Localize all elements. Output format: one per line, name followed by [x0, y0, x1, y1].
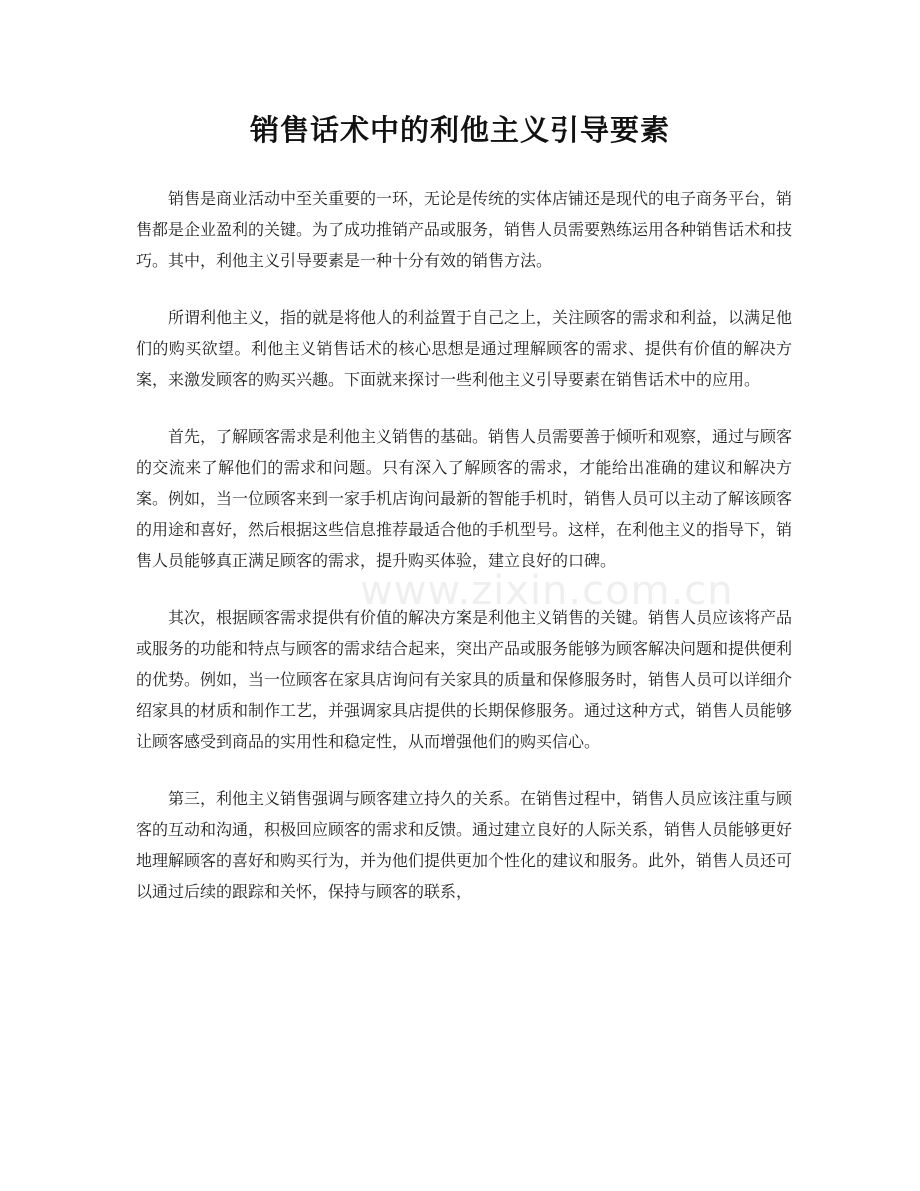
paragraph-first-point: 首先，了解顾客需求是利他主义销售的基础。销售人员需要善于倾听和观察，通过与顾客的交流来了解他们的需求和问题。只有深入了解顾客的需求，才能给出准确的建议和解决方案。例如，当一位顾客来到一家手机店询问最新的智能手机时，销售人员可以主动了解该顾客的用途和喜好，然后根据这些信息推荐最适合他的手机型号。这样，在利他主义的指导下，销售人员能够真正满足顾客的需求，提升购买体验，建立良好的口碑。: [136, 427, 793, 570]
paragraph-definition: 所谓利他主义，指的就是将他人的利益置于自己之上，关注顾客的需求和利益，以满足他们的购买欲望。利他主义销售话术的核心思想是通过理解顾客的需求、提供有价值的解决方案，来激发顾客的购买兴趣。下面就来探讨一些利他主义引导要素在销售话术中的应用。: [136, 308, 793, 389]
watermark: www.zixin.com.cn: [360, 568, 734, 614]
paragraph-third-point: 第三，利他主义销售强调与顾客建立持久的关系。在销售过程中，销售人员应该注重与顾客的互动和沟通，积极回应顾客的需求和反馈。通过建立良好的人际关系，销售人员能够更好地理解顾客的喜好和购买行为，并为他们提供更加个性化的建议和服务。此外，销售人员还可以通过后续的跟踪和关怀，保持与顾客的联系，: [136, 789, 793, 901]
document-title: 销售话术中的利他主义引导要素: [249, 113, 670, 147]
paragraph-intro: 销售是商业活动中至关重要的一环，无论是传统的实体店铺还是现代的电子商务平台，销售都是企业盈利的关键。为了成功推销产品或服务，销售人员需要熟练运用各种销售话术和技巧。其中，利他主义引导要素是一种十分有效的销售方法。: [136, 189, 793, 270]
paragraph-second-point: 其次，根据顾客需求提供有价值的解决方案是利他主义销售的关键。销售人员应该将产品或服务的功能和特点与顾客的需求结合起来，突出产品或服务能够为顾客解决问题和提供便利的优势。例如，当一位顾客在家具店询问有关家具的质量和保修服务时，销售人员可以详细介绍家具的材质和制作工艺，并强调家具店提供的长期保修服务。通过这种方式，销售人员能够让顾客感受到商品的实用性和稳定性，从而增强他们的购买信心。: [136, 608, 793, 751]
document-body: [136, 183, 792, 933]
